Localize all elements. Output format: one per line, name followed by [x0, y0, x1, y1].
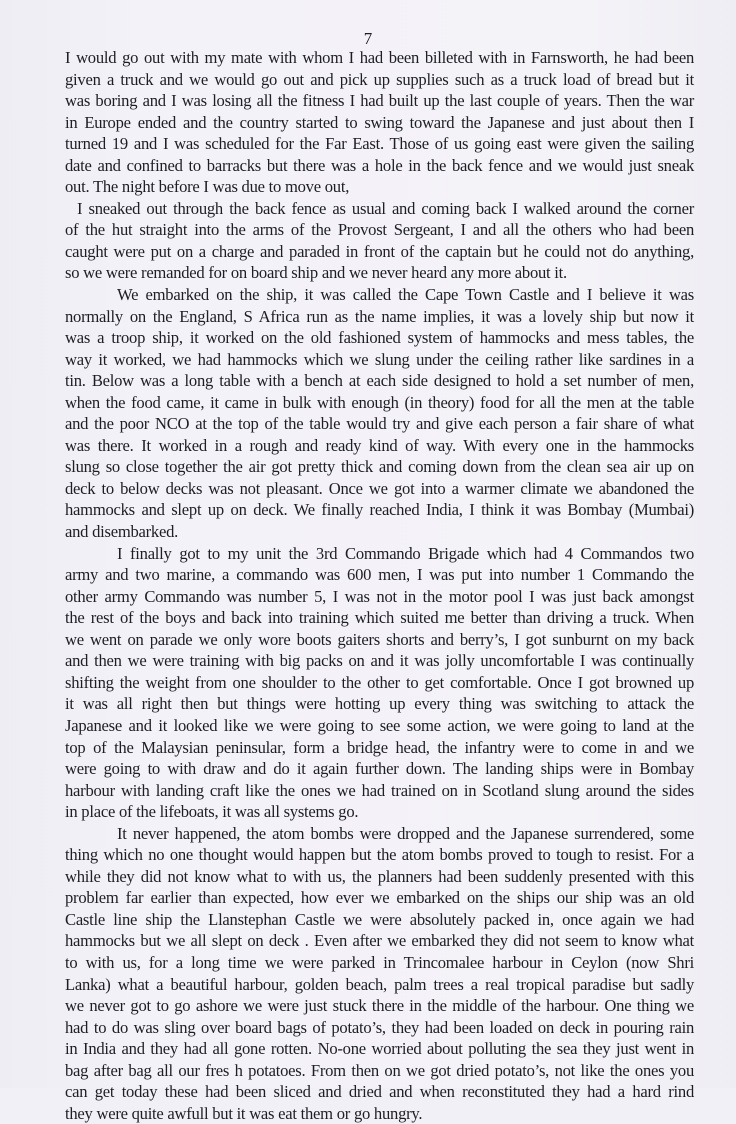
text-line: were going to with draw and do it again further down. The landing ships were in Bombay [65, 759, 694, 779]
text-line: in India and they had all gone rotten. No-one worried about polluting the sea they just went in [65, 1039, 694, 1059]
text-line: out. The night before I was due to move out, [65, 177, 350, 197]
text-line: we never got to go ashore we were just stuck there in the middle of the harbour. One thing we [65, 996, 694, 1016]
text-line: while they did not know what to with us, the planners had been suddenly presented with this [65, 866, 694, 886]
text-line: hammocks and slept up on deck. We finally reached India, I think it was Bombay (Mumbai) [65, 500, 694, 520]
paragraph [65, 543, 694, 823]
text-line: normally on the England, S Africa run as the name implies, it was a lovely ship but now it [65, 306, 694, 326]
text-line: to with us, for a long time we were parked in Trincomalee harbour in Ceylon (now Shri [65, 952, 694, 972]
text-line: they were quite awfull but it was eat them or go hungry. [65, 1103, 423, 1123]
text-line: I would go out with my mate with whom I had been billeted with in Farnsworth, he had been [65, 48, 694, 67]
text-line: caught were put on a charge and paraded in front of the captain but he could not do anything, [65, 241, 694, 261]
text-line: date and confined to barracks but there was a hole in the back fence and we would just sneak [65, 155, 694, 175]
page-number: 7 [363, 29, 373, 48]
text-line: deck to below decks was not pleasant. Once we got into a warmer climate we abandoned the [65, 478, 694, 498]
text-line: can get today these had been sliced and dried and when reconstituted they had a hard rind [65, 1082, 694, 1102]
text-line: had to do was sling over board bags of potato’s, they had been loaded on deck in pouring rain [65, 1017, 694, 1037]
text-line: thing which no one thought would happen but the atom bombs proved to tough to resist. For a [65, 845, 694, 865]
text-line: Japanese and it looked like we were going to see some action, we were going to land at the [65, 715, 694, 735]
text-line: was there. It worked in a rough and ready kind of way. With every one in the hammocks [65, 435, 694, 455]
text-line: slung so close together the air got pretty thick and coming down from the clean sea air up on [65, 457, 694, 477]
text-line: top of the Malaysian peninsular, form a bridge head, the infantry were to come in and we [65, 737, 694, 757]
body-text [65, 47, 694, 1124]
text-line: It never happened, the atom bombs were dropped and the Japanese surrendered, some [117, 823, 694, 843]
paragraph [65, 823, 694, 1124]
text-line: harbour with landing craft like the ones we had trained on in Scotland slung around the sides [65, 780, 694, 800]
text-line: and the poor NCO at the top of the table would try and give each person a fair share of what [65, 414, 694, 434]
text-line: way it worked, we had hammocks which we slung under the ceiling rather like sardines in a [65, 349, 694, 369]
text-line: in place of the lifeboats, it was all systems go. [65, 802, 359, 822]
text-line: when the food came, it came in bulk with enough (in theory) food for all the men at the table [65, 392, 694, 412]
text-line: other army Commando was number 5, I was not in the motor pool I was just back amongst [65, 586, 694, 606]
text-line: turned 19 and I was scheduled for the Far East. Those of us going east were given the sailing [65, 134, 694, 154]
paragraph [65, 198, 694, 284]
text-line: was boring and I was losing all the fitness I had built up the last couple of years. Then the war [65, 91, 694, 111]
text-line: in Europe ended and the country started to swing toward the Japanese and just about then I [65, 112, 694, 132]
text-line: shifting the weight from one shoulder to the other to get comfortable. Once I got browned up [65, 672, 694, 692]
text-line: tin. Below was a long table with a bench at each side designed to hold a set number of men, [65, 371, 694, 391]
paragraph [65, 47, 694, 198]
text-line: Castle line ship the Llanstephan Castle we were absolutely packed in, once again we had [65, 909, 694, 929]
text-line: We embarked on the ship, it was called the Cape Town Castle and I believe it was [117, 285, 694, 305]
text-line: it was all right then but things were hotting up every thing was switching to attack the [65, 694, 694, 714]
text-line: hammocks but we all slept on deck . Even after we embarked they did not seem to know what [65, 931, 694, 951]
text-line: Lanka) what a beautiful harbour, golden beach, palm trees a real tropical paradise but sadly [65, 974, 694, 994]
text-line: given a truck and we would go out and pick up supplies such as a truck load of bread but it [65, 69, 694, 89]
text-line: of the hut straight into the arms of the Provost Sergeant, I and all the others who had been [65, 220, 694, 240]
text-line: the rest of the boys and back into training which suited me better than driving a truck. When [65, 608, 694, 628]
text-line: was a troop ship, it worked on the old fashioned system of hammocks and mess tables, the [65, 328, 694, 348]
text-line: problem far earlier than expected, how ever we embarked on the ships our ship was an old [65, 888, 694, 908]
text-line: and disembarked. [65, 522, 179, 542]
text-line: army and two marine, a commando was 600 men, I was put into number 1 Commando the [65, 565, 694, 585]
text-line: I sneaked out through the back fence as usual and coming back I walked around the corner [77, 198, 694, 218]
text-line: bag after bag all our fres h potatoes. From then on we got dried potato’s, not like the ones you [65, 1060, 694, 1080]
text-line: we went on parade we only wore boots gaiters shorts and berry’s, I got sunburnt on my back [65, 629, 694, 649]
text-line: I finally got to my unit the 3rd Commando Brigade which had 4 Commandos two [117, 543, 694, 563]
paragraph [65, 284, 694, 543]
text-line: and then we were training with big packs on and it was jolly uncomfortable I was continually [65, 651, 694, 671]
text-line: so we were remanded for on board ship and we never heard any more about it. [65, 263, 567, 283]
